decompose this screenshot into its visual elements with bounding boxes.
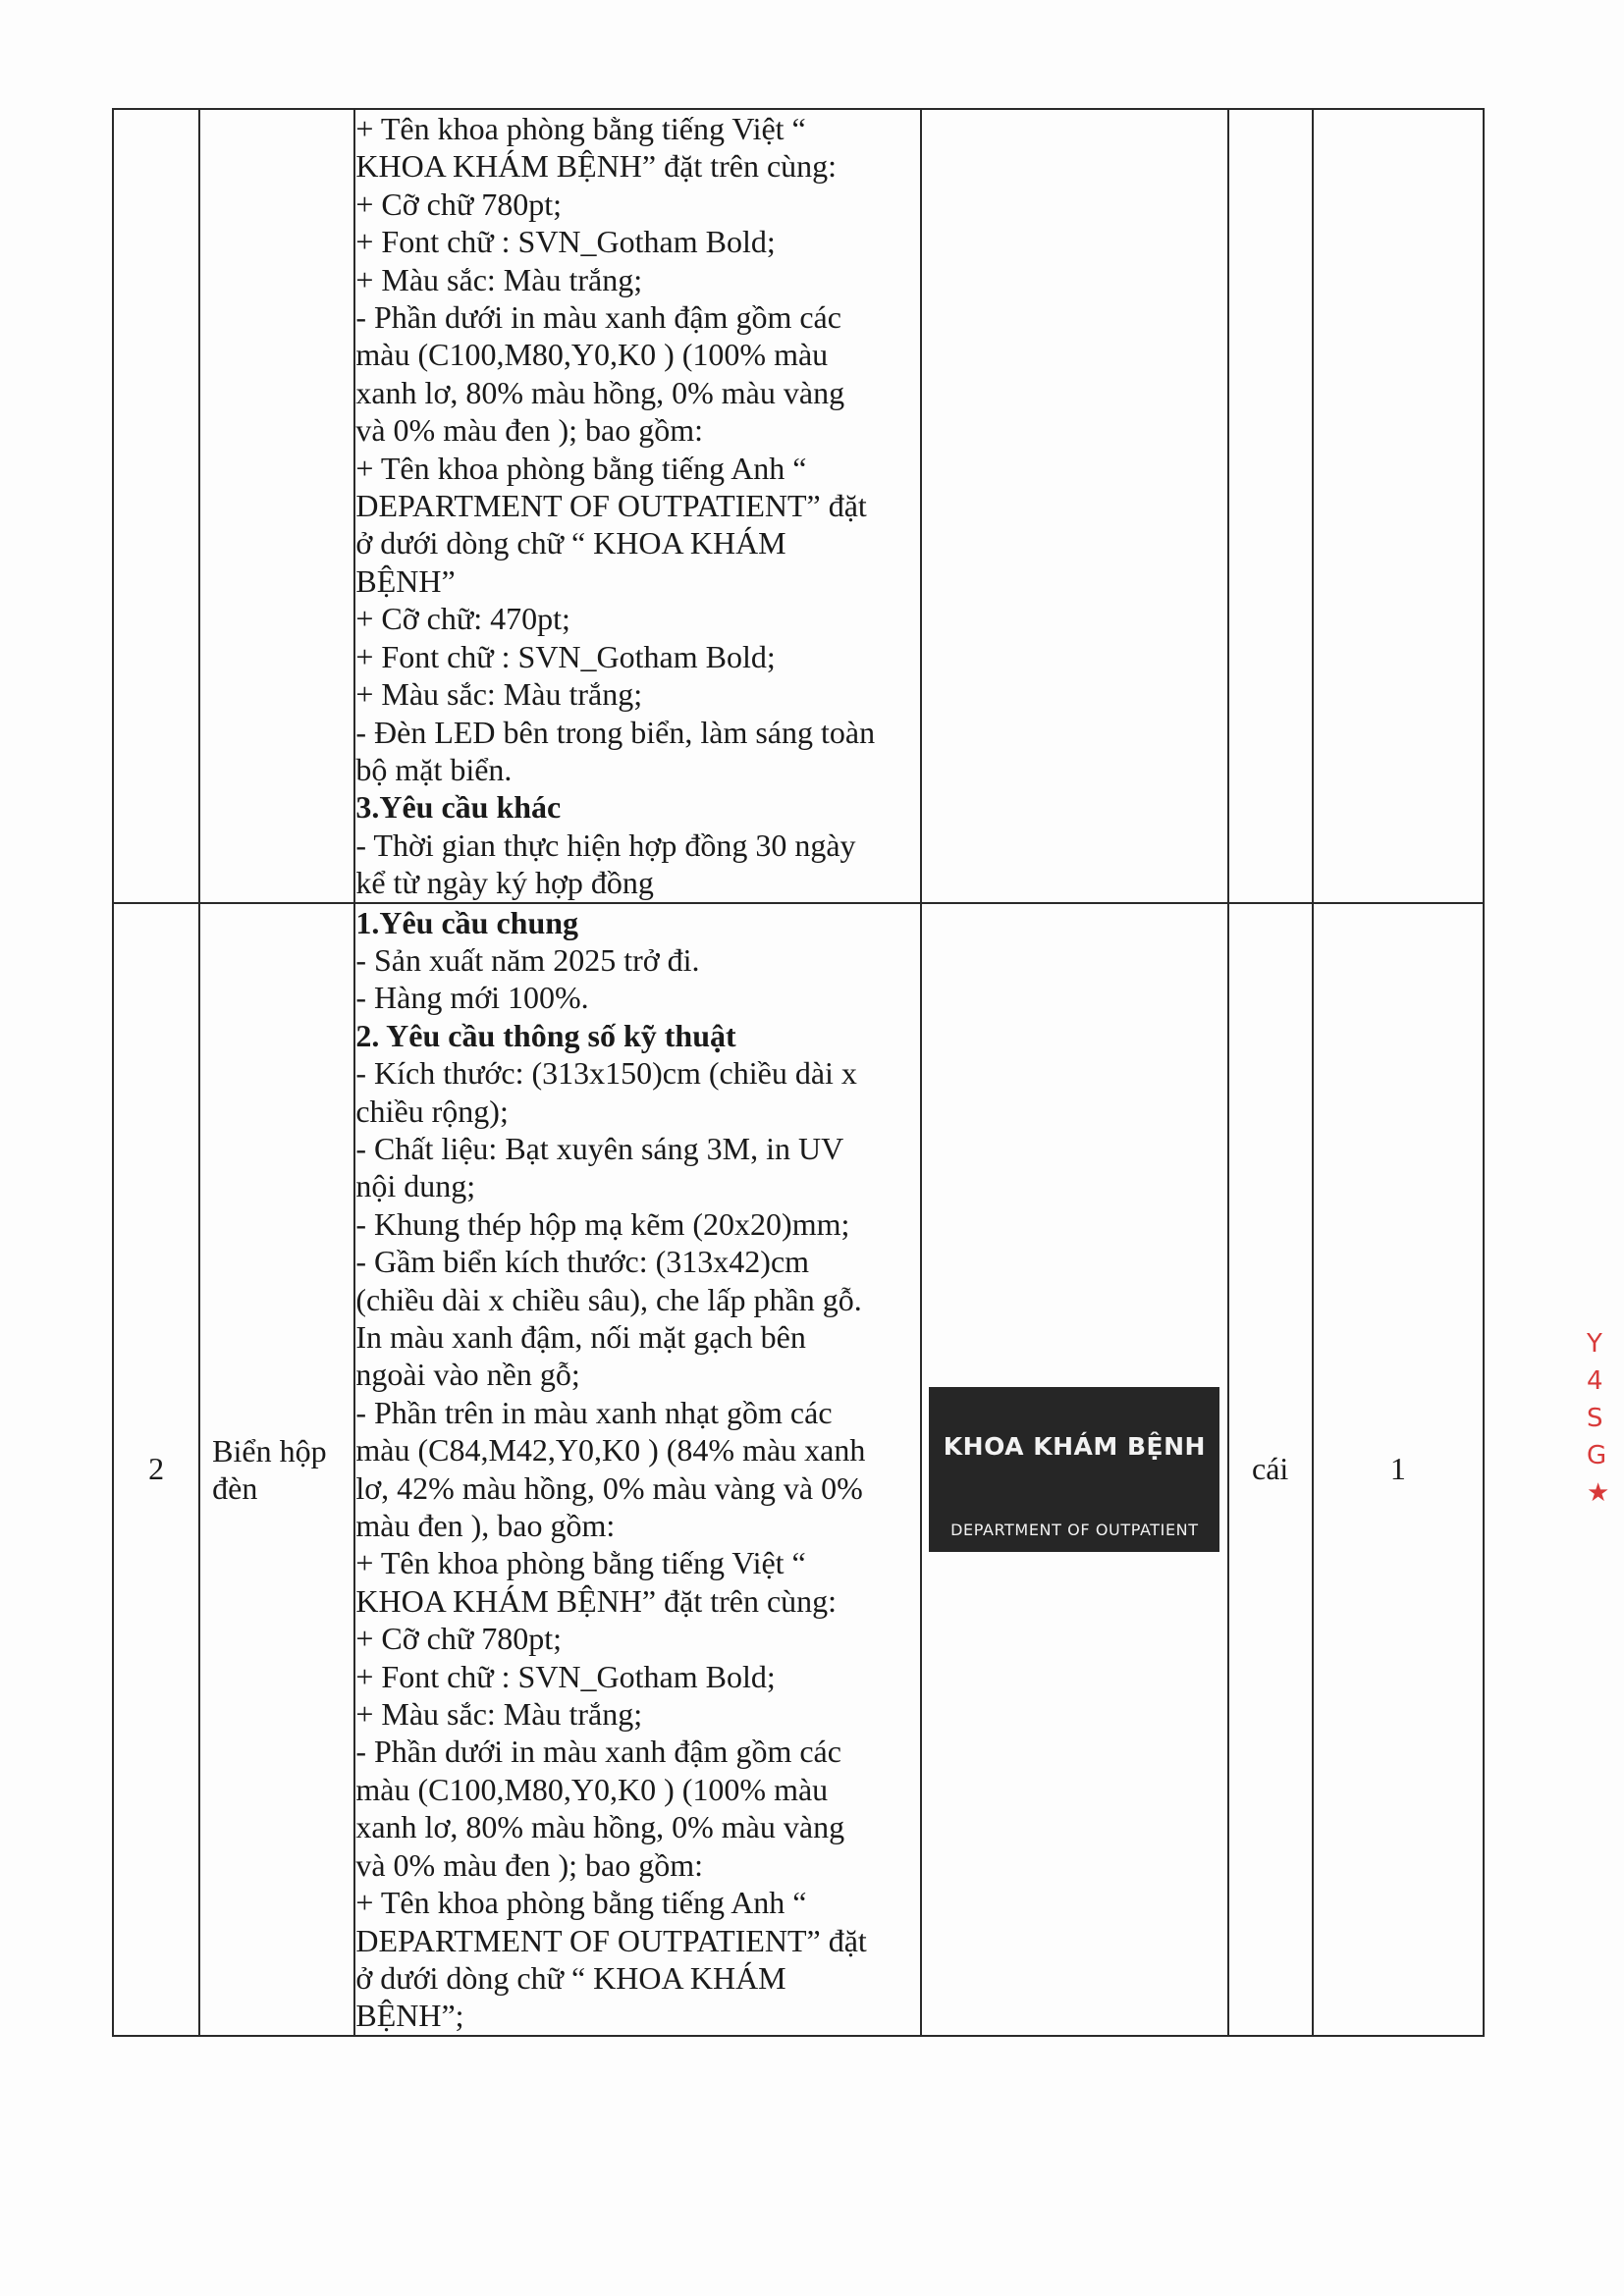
requirement-line: + Cỡ chữ 780pt; xyxy=(355,186,562,222)
requirement-line: màu (C100,M80,Y0,K0 ) (100% màu xyxy=(355,337,829,373)
sign-title: KHOA KHÁM BỆNH xyxy=(943,1431,1206,1461)
requirement-line: + Màu sắc: Màu trắng; xyxy=(355,676,643,713)
requirement-line: + Font chữ : SVN_Gotham Bold; xyxy=(355,1658,776,1694)
item-name-cell: Biển hộp đèn xyxy=(199,903,354,2036)
section-heading: 1.Yêu cầu chung xyxy=(355,904,579,940)
item-name-cell xyxy=(199,109,354,903)
stamp-glyph: G xyxy=(1587,1441,1607,1470)
requirement-line: + Màu sắc: Màu trắng; xyxy=(355,261,643,297)
requirement-line: nội dung; xyxy=(355,1168,476,1204)
requirement-line: - Chất liệu: Bạt xuyên sáng 3M, in UV xyxy=(355,1130,844,1166)
requirement-line: - Sản xuất năm 2025 trở đi. xyxy=(355,941,700,978)
quantity-cell: 1 xyxy=(1313,903,1484,2036)
requirement-line: và 0% màu đen ); bao gồm: xyxy=(355,412,704,449)
quantity-cell xyxy=(1313,109,1484,903)
stamp-glyph: ★ xyxy=(1587,1478,1610,1508)
stamp-fragment xyxy=(1587,1325,1624,1620)
section-heading: 3.Yêu cầu khác xyxy=(355,789,562,826)
requirement-line: ở dưới dòng chữ “ KHOA KHÁM xyxy=(355,1959,786,1996)
requirement-line: chiều rộng); xyxy=(355,1093,509,1129)
requirement-line: lơ, 42% màu hồng, 0% màu vàng và 0% xyxy=(355,1469,863,1506)
requirement-line: màu đen ), bao gồm: xyxy=(355,1508,616,1544)
requirement-line: + Cỡ chữ: 470pt; xyxy=(355,601,570,637)
requirement-line: - Thời gian thực hiện hợp đồng 30 ngày xyxy=(355,827,856,863)
requirement-line: và 0% màu đen ); bao gồm: xyxy=(355,1846,704,1883)
stamp-glyph: 4 xyxy=(1587,1366,1603,1396)
requirement-line: In màu xanh đậm, nối mặt gạch bên xyxy=(355,1319,806,1355)
table-row xyxy=(113,903,1484,2036)
requirement-line: DEPARTMENT OF OUTPATIENT” đặt xyxy=(355,1922,867,1958)
table-row xyxy=(113,109,1484,903)
requirement-line: DEPARTMENT OF OUTPATIENT” đặt xyxy=(355,488,867,524)
requirement-line: - Hàng mới 100%. xyxy=(355,980,589,1016)
requirement-line: + Màu sắc: Màu trắng; xyxy=(355,1696,643,1733)
requirement-line: kể từ ngày ký hợp đồng xyxy=(355,865,654,901)
requirement-line: ngoài vào nền gỗ; xyxy=(355,1357,580,1393)
requirement-line: màu (C84,M42,Y0,K0 ) (84% màu xanh xyxy=(355,1432,866,1468)
requirement-line: ở dưới dòng chữ “ KHOA KHÁM xyxy=(355,525,786,561)
requirement-line: - Khung thép hộp mạ kẽm (20x20)mm; xyxy=(355,1205,850,1242)
unit-cell: cái xyxy=(1228,903,1313,2036)
requirement-line: KHOA KHÁM BỆNH” đặt trên cùng: xyxy=(355,1582,838,1619)
requirement-line: + Tên khoa phòng bằng tiếng Anh “ xyxy=(355,450,807,486)
stt-cell: 2 xyxy=(113,903,199,2036)
sign-subtitle: DEPARTMENT OF OUTPATIENT xyxy=(950,1520,1199,1539)
requirement-line: - Phần trên in màu xanh nhạt gồm các xyxy=(355,1394,833,1430)
requirement-line: + Tên khoa phòng bằng tiếng Anh “ xyxy=(355,1885,807,1921)
stamp-glyph: Y xyxy=(1587,1329,1602,1359)
section-heading: 2. Yêu cầu thông số kỹ thuật xyxy=(355,1017,736,1053)
requirement-line: bộ mặt biển. xyxy=(355,751,513,787)
image-cell xyxy=(921,903,1227,2036)
requirement-line: + Font chữ : SVN_Gotham Bold; xyxy=(355,224,776,260)
sign-preview-image xyxy=(929,1387,1219,1552)
stt-cell xyxy=(113,109,199,903)
requirement-line: + Tên khoa phòng bằng tiếng Việt “ xyxy=(355,1545,806,1581)
requirement-line: - Phần dưới in màu xanh đậm gồm các xyxy=(355,299,841,336)
requirement-line: xanh lơ, 80% màu hồng, 0% màu vàng xyxy=(355,1809,845,1845)
requirement-line: màu (C100,M80,Y0,K0 ) (100% màu xyxy=(355,1771,829,1807)
requirement-line: BỆNH”; xyxy=(355,1998,464,2034)
requirement-line: KHOA KHÁM BỆNH” đặt trên cùng: xyxy=(355,148,838,185)
requirement-line: - Đèn LED bên trong biển, làm sáng toàn xyxy=(355,714,876,750)
requirements-cell xyxy=(354,109,921,903)
requirement-line: - Phần dưới in màu xanh đậm gồm các xyxy=(355,1734,841,1770)
requirement-line: - Gầm biển kích thước: (313x42)cm xyxy=(355,1244,810,1280)
requirement-line: (chiều dài x chiều sâu), che lấp phần gỗ. xyxy=(355,1281,862,1317)
requirement-line: BỆNH” xyxy=(355,562,456,599)
requirement-line: - Kích thước: (313x150)cm (chiều dài x xyxy=(355,1055,857,1092)
requirements-cell xyxy=(354,903,921,2036)
requirement-line: + Cỡ chữ 780pt; xyxy=(355,1621,562,1657)
spec-table xyxy=(112,108,1485,2037)
requirement-line: xanh lơ, 80% màu hồng, 0% màu vàng xyxy=(355,374,845,410)
stamp-glyph: S xyxy=(1587,1404,1603,1433)
image-cell xyxy=(921,109,1227,903)
requirement-line: + Font chữ : SVN_Gotham Bold; xyxy=(355,638,776,674)
unit-cell xyxy=(1228,109,1313,903)
requirement-line: + Tên khoa phòng bằng tiếng Việt “ xyxy=(355,111,806,146)
